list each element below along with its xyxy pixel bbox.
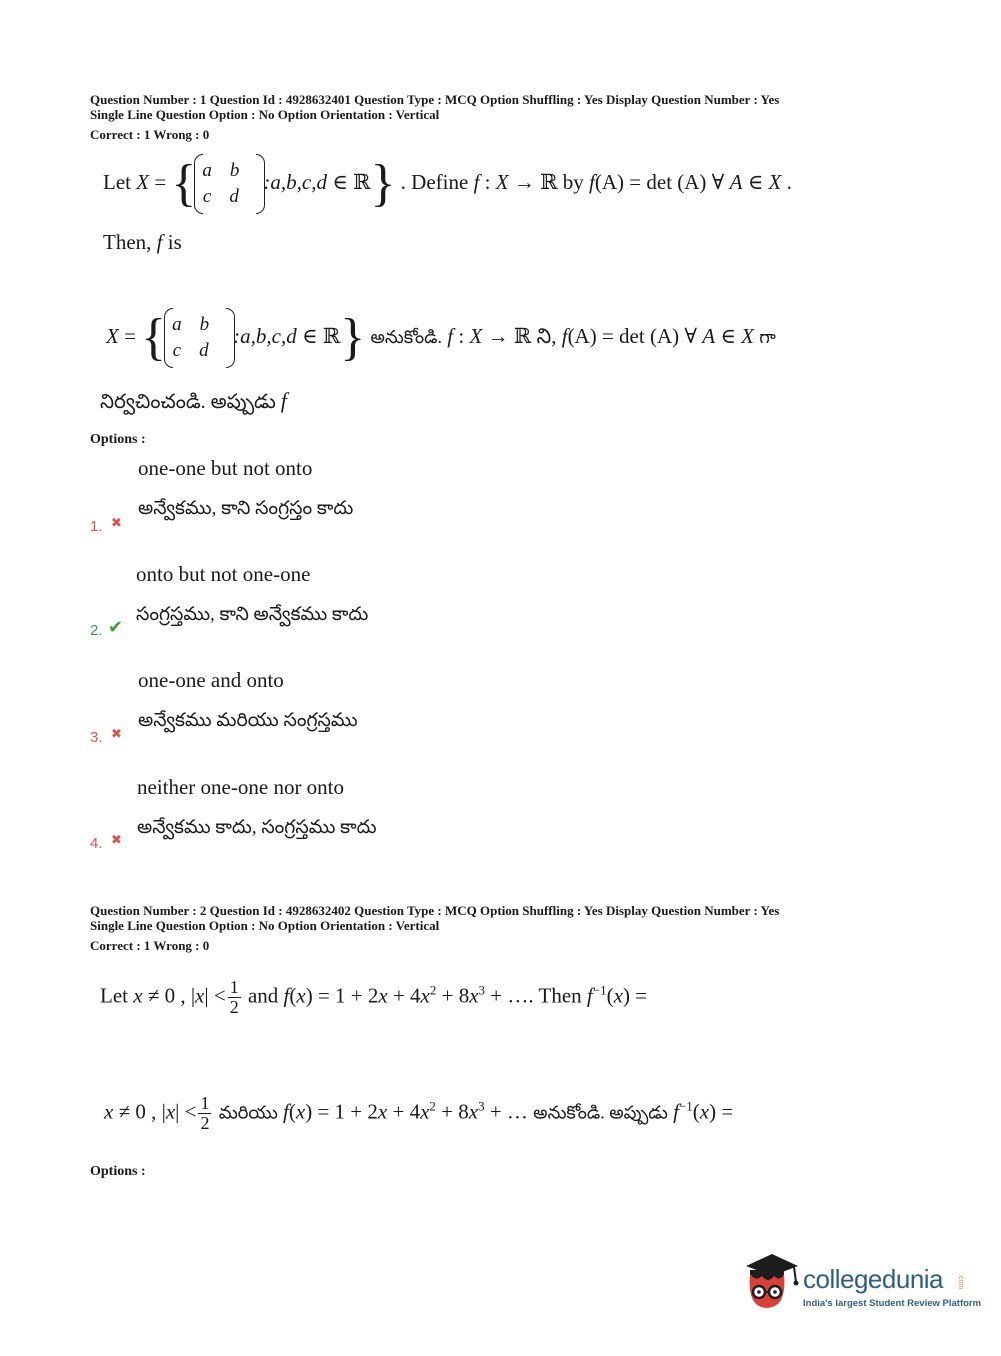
logo-com-suffix: .com [957, 1274, 964, 1290]
q1-let-text: Let [103, 169, 131, 194]
option-1-number: 1. [90, 518, 103, 535]
q2-te-mariyu-text: మరియు [218, 1102, 278, 1123]
q1-by-text: by [562, 169, 584, 194]
wrong-mark-icon: ✖ [111, 516, 122, 531]
logo-wordmark: collegedunia [803, 1264, 944, 1294]
q2-and-text: and [247, 983, 279, 1008]
question-2-meta-line1: Question Number : 2 Question Id : 4928632402 Question Type : MCQ Option Shuffling : Yes Display Question Number : Yes [90, 903, 780, 918]
option-2-text-te: సంగ్రస్తము, కాని అన్వేకము కాదు [136, 604, 369, 625]
question-1-meta-line1: Question Number : 1 Question Id : 4928632401 Question Type : MCQ Option Shuffling : Yes Display Question Number : Yes [90, 92, 780, 107]
q2-let-text: Let [100, 983, 128, 1008]
collegedunia-logo [742, 1250, 982, 1320]
question-1-statement-en-line2: Then, f is [103, 230, 182, 254]
q1-te-matrix: ab cd [166, 312, 233, 364]
q1-is-text: is [167, 230, 182, 254]
option-3-number: 3. [90, 729, 103, 746]
option-4-text-en: neither one-one nor onto [137, 775, 345, 799]
question-1-statement-te: X = { ab cd :a,b,c,d ∈ ℝ} అనుకోండి. f : X → ℝ ని, f(A) = det (A) ∀ A ∈ X గా [106, 309, 776, 366]
q2-fraction: $\frac{1}{2}$ [229, 977, 239, 1017]
question-2-meta [90, 903, 950, 953]
q1-te-line2-text: నిర్వచించండి. అప్పుడు [100, 391, 276, 413]
wrong-mark-icon: ✖ [111, 727, 122, 742]
q1-te-ga-text: గా [759, 326, 776, 347]
question-2-meta-line3: Correct : 1 Wrong : 0 [90, 938, 210, 953]
option-1-text-en: one-one but not onto [138, 456, 313, 480]
option-3-text-te: అన్వేకము మరియు సంగ్రస్తము [138, 710, 358, 731]
q1-matrix: ab cd [196, 158, 263, 210]
question-1-statement-te-line2: నిర్వచించండి. అప్పుడు f [100, 388, 287, 413]
option-4-number: 4. [90, 835, 103, 852]
question-2-options-label: Options : [90, 1164, 146, 1179]
question-1-options-label: Options : [90, 432, 146, 447]
question-1-meta [90, 92, 950, 142]
question-2-meta-line2: Single Line Question Option : No Option Orientation : Vertical [90, 918, 440, 933]
option-2-number: 2. [90, 622, 103, 639]
option-2-text-en: onto but not one-one [136, 562, 311, 586]
wrong-mark-icon: ✖ [111, 833, 122, 848]
q1-te-define-text: అనుకోండి. [370, 326, 442, 347]
q2-then-text: Then [538, 983, 582, 1008]
question-2-statement-te: x ≠ 0 , |x| < $\frac{1}{2}$ మరియు $f(x) = 1 + 2x + 4x^2 + 8x^3$ + … అనుకోండి. అప్పుడు $f^{-1}(x)$ = [104, 1093, 734, 1133]
logo-tagline: India's largest Student Review Platform [803, 1298, 982, 1309]
correct-check-icon: ✔ [108, 617, 124, 638]
mascot-icon [742, 1252, 800, 1314]
q1-then-text: Then, [103, 230, 152, 254]
q1-define-text: . Define [400, 169, 469, 194]
q2-te-anukondi-text: అనుకోండి. అప్పుడు [533, 1102, 668, 1123]
option-1-text-te: అన్వేకము, కాని సంగ్రస్తం కాదు [138, 498, 354, 519]
question-2-statement-en: Let x ≠ 0 , |x| < $\frac{1}{2}$ and $f(x) = 1 + 2x + 4x^2 + 8x^3$ + …. Then $f^{-1}(x)$ = [100, 977, 648, 1017]
option-3-text-en: one-one and onto [138, 668, 284, 692]
question-1-meta-line3: Correct : 1 Wrong : 0 [90, 127, 210, 142]
option-4-text-te: అన్వేకము కాదు, సంగ్రస్తము కాదు [137, 817, 377, 838]
question-1-statement-en: Let X = { ab cd :a,b,c,d ∈ ℝ} . Define f : X → ℝ by f(A) = det (A) ∀ A ∈ X . [103, 155, 792, 212]
q2-te-fraction: $\frac{1}{2}$ [200, 1093, 210, 1133]
question-1-meta-line2: Single Line Question Option : No Option Orientation : Vertical [90, 107, 440, 122]
